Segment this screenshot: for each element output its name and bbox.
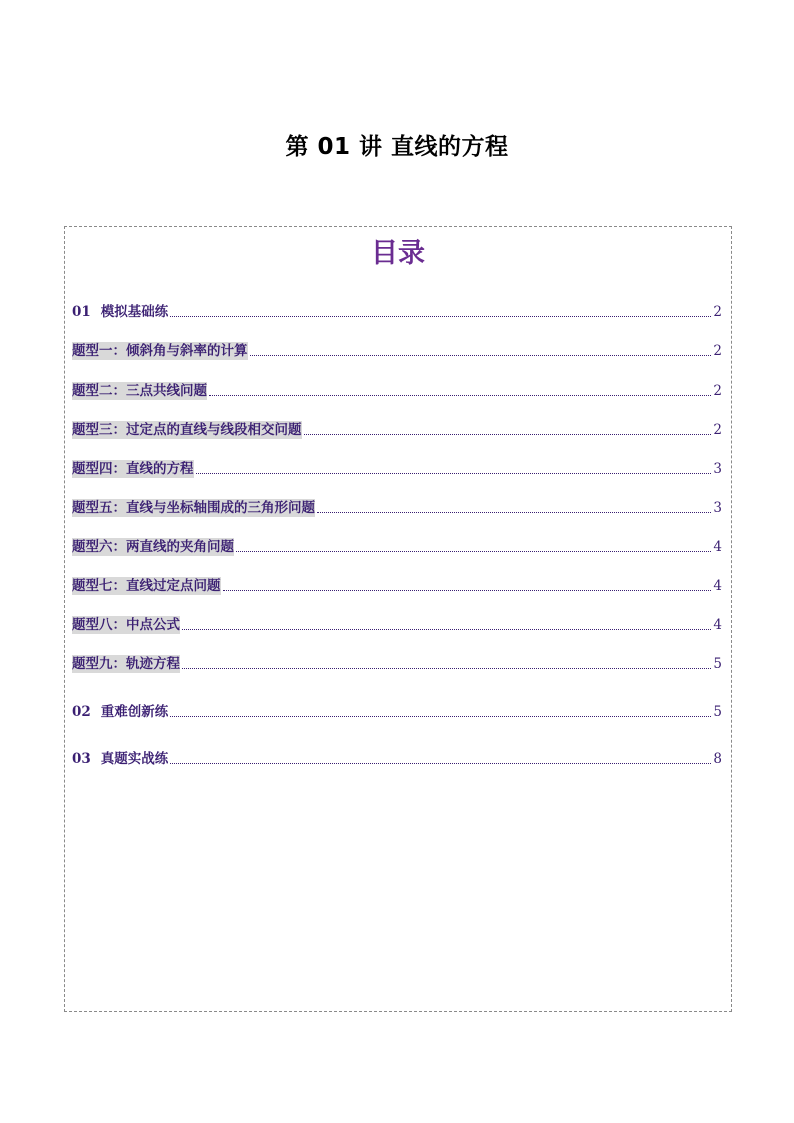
toc-entry-label: 真题实战练 (100, 751, 169, 767)
toc-page-number: 3 (713, 461, 722, 477)
toc-page-number: 2 (713, 343, 722, 359)
toc-entry-label: 题型二：三点共线问题 (72, 383, 207, 399)
document-title: 第 01 讲 直线的方程 (285, 134, 509, 160)
toc-page-number: 4 (713, 617, 722, 633)
toc-entry-label: 题型九：轨迹方程 (72, 656, 180, 672)
toc-page-number: 5 (713, 704, 722, 720)
toc-page-number: 8 (713, 751, 722, 767)
dot-leader (223, 590, 712, 591)
dot-leader (170, 763, 711, 764)
section-number: 03 (72, 751, 91, 767)
dot-leader (236, 551, 711, 552)
toc-page-number: 2 (713, 304, 722, 320)
toc-entry-type-8[interactable] (72, 614, 722, 634)
toc-entry-label: 题型八：中点公式 (72, 617, 180, 633)
toc-entry-type-5[interactable] (72, 497, 722, 517)
toc-page-number: 4 (713, 578, 722, 594)
dot-leader (170, 716, 711, 717)
toc-page-number: 5 (713, 656, 722, 672)
dot-leader (170, 316, 711, 317)
toc-entry-label: 题型三：过定点的直线与线段相交问题 (72, 422, 302, 438)
toc-entry-text (72, 750, 168, 768)
toc-entry-label: 题型六：两直线的夹角问题 (72, 539, 234, 555)
toc-page-number: 2 (713, 422, 722, 438)
dot-leader (209, 395, 711, 396)
toc-entry-type-4[interactable] (72, 458, 722, 478)
toc-page-number: 2 (713, 383, 722, 399)
toc-heading: 目录 (371, 238, 425, 269)
dot-leader (182, 629, 711, 630)
toc-entry-label: 题型四：直线的方程 (72, 461, 194, 477)
toc-entry-type-6[interactable] (72, 536, 722, 556)
toc-entry-text (72, 703, 168, 721)
toc-entry-type-3[interactable] (72, 419, 722, 439)
section-number: 01 (72, 304, 91, 320)
dot-leader (304, 434, 712, 435)
toc-entry-label: 题型七：直线过定点问题 (72, 578, 221, 594)
toc-entry-type-1[interactable] (72, 340, 722, 360)
toc-entry-text (72, 303, 168, 321)
toc-entry-label: 题型五：直线与坐标轴围成的三角形问题 (72, 500, 315, 516)
toc-page-number: 3 (713, 500, 722, 516)
toc-entry-label: 模拟基础练 (100, 304, 169, 320)
toc-entry-type-2[interactable] (72, 380, 722, 400)
toc-entry-label: 题型一：倾斜角与斜率的计算 (72, 343, 248, 359)
section-number: 02 (72, 704, 91, 720)
dot-leader (250, 355, 712, 356)
toc-entry-type-9[interactable] (72, 653, 722, 673)
toc-entry-label: 重难创新练 (100, 704, 169, 720)
table-of-contents (64, 226, 732, 1012)
dot-leader (196, 473, 712, 474)
toc-entry-type-7[interactable] (72, 575, 722, 595)
dot-leader (182, 668, 711, 669)
toc-entry-section-03[interactable] (72, 748, 722, 768)
toc-entry-section-02[interactable] (72, 701, 722, 721)
toc-page-number: 4 (713, 539, 722, 555)
dot-leader (317, 512, 711, 513)
toc-entry-section-01[interactable] (72, 301, 722, 321)
